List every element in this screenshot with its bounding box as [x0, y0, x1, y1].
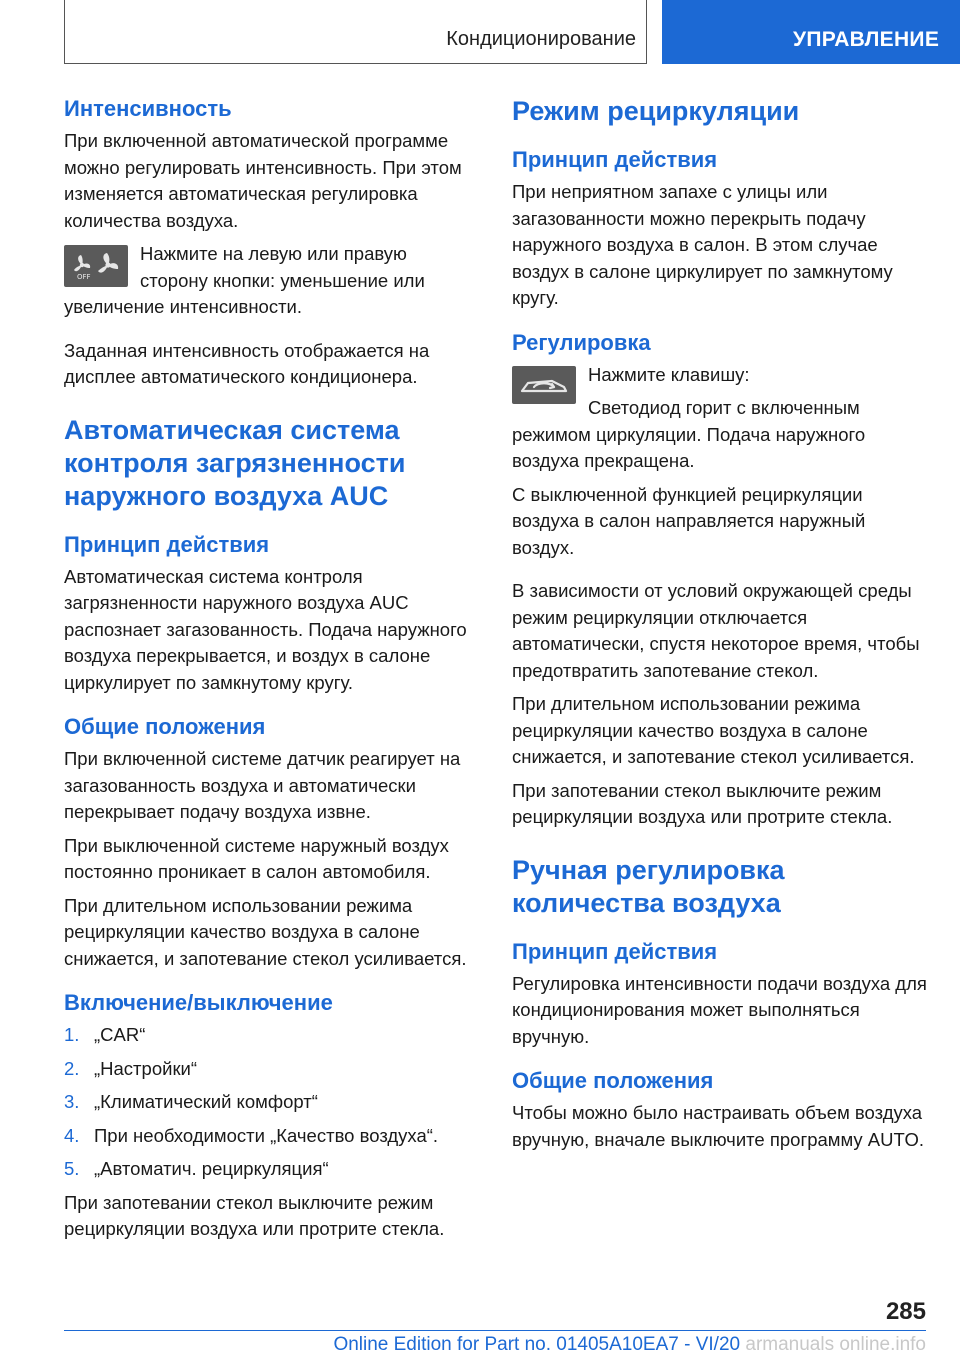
watermark-text: armanuals online.info: [745, 1334, 926, 1355]
footer-divider: [64, 1330, 926, 1331]
control-instruction: [512, 362, 927, 482]
control-paragraph-1: Нажмите клавишу:: [588, 363, 750, 385]
recirc-principle-paragraph: При неприятном запахе с улицы или загазованности можно перекрыть подачу наружного воздуха в салон. В этом случае воздух в салоне циркулирует по замкнутому кругу.: [512, 181, 893, 308]
auc-principle-paragraph: Автоматическая система контроля загрязненности наружного воздуха AUC распознает загазованность. Подача наружного воздуха перекрывается, и воздух в салоне циркулирует по замкнутому кругу.: [64, 565, 467, 693]
chapter-tab: УПРАВЛЕНИЕ: [662, 0, 960, 64]
list-item: 5. „Автоматич. рециркуляция“: [64, 1158, 329, 1179]
recirc-heading: Режим рециркуляции: [512, 96, 800, 126]
right-column: [512, 95, 927, 1160]
manual-principle-heading: Принцип действия: [512, 938, 718, 964]
fan-intensity-icon: [64, 245, 128, 287]
intensity-paragraph-2: Нажмите на левую или правую сторону кнопки: уменьшение или увеличение интенсивности.: [64, 243, 425, 317]
intensity-paragraph-3: Заданная интенсивность отображается на дисплее автоматического кондиционера.: [64, 339, 430, 387]
intensity-heading: Интенсивность: [64, 96, 232, 121]
general-paragraph-1: При включенной системе датчик реагирует на загазованность воздуха и автоматически перекрывает подачу воздуха извне.: [64, 748, 461, 822]
svg-text:OFF: OFF: [77, 273, 91, 281]
recirculation-car-icon: [512, 366, 576, 404]
manual-principle-paragraph: Регулировка интенсивности подачи воздуха для кондиционирования может выполняться вручную.: [512, 972, 927, 1047]
general-paragraph-2: При выключенной системе наружный воздух постоянно проникает в салон автомобиля.: [64, 834, 449, 882]
control-paragraph-3: С выключенной функцией рециркуляции воздуха в салон направляется наружный воздух.: [512, 483, 866, 558]
header-frame: [64, 0, 647, 64]
control-paragraph-5: При длительном использовании режима рециркуляции качество воздуха в салоне снижается, и запотевание стекол усиливается.: [512, 693, 915, 767]
onoff-steps: [64, 1022, 479, 1183]
section-title: Кондиционирование: [446, 28, 636, 50]
page-number: 285: [885, 1298, 926, 1325]
left-column: [64, 95, 479, 1250]
manual-general-heading: Общие положения: [512, 1068, 714, 1093]
list-item: 2. „Настройки“: [64, 1057, 198, 1079]
auc-principle-heading: Принцип действия: [64, 531, 270, 557]
control-paragraph-4: В зависимости от условий окружающей среды режим рециркуляции отключается автоматически, спустя некоторое время, чтобы предотвратить запотевание стекол.: [512, 580, 920, 681]
general-paragraph-3: При длительном использовании режима рециркуляции качество воздуха в салоне снижается, и запотевание стекол усиливается.: [64, 894, 467, 969]
manual-general-paragraph: Чтобы можно было настраивать объем воздуха вручную, вначале выключите программу AUTO.: [512, 1102, 925, 1150]
recirc-principle-heading: Принцип действия: [512, 147, 718, 172]
auc-heading: Автоматическая система контроля загрязненности наружного воздуха AUC: [64, 414, 406, 511]
control-heading: Регулировка: [512, 329, 651, 355]
list-item: 4. При необходимости „Качество воздуха“.: [64, 1124, 439, 1146]
onoff-paragraph: При запотевании стекол выключите режим рециркуляции воздуха или протрите стекла.: [64, 1191, 445, 1239]
general-heading: Общие положения: [64, 714, 266, 739]
intensity-paragraph-1: При включенной автоматической программе можно регулировать интенсивность. При этом изменяется автоматическая регулировка количества воздуха.: [64, 130, 462, 231]
intensity-instruction: [64, 241, 479, 328]
list-item: 1. „CAR“: [64, 1024, 146, 1045]
edition-text: Online Edition for Part no. 01405A10EA7 - VI/20: [333, 1334, 741, 1355]
footer-edition: [0, 1334, 926, 1356]
onoff-heading: Включение/выключение: [64, 990, 333, 1015]
list-item: 3. „Климатический комфорт“: [64, 1091, 318, 1112]
control-paragraph-6: При запотевании стекол выключите режим рециркуляции воздуха или протрите стекла.: [512, 779, 893, 827]
control-paragraph-2: Светодиод горит с включенным режимом циркуляции. Подача наружного воздуха прекращена.: [512, 397, 866, 471]
manual-heading: Ручная регулировка количества воздуха: [512, 854, 785, 918]
